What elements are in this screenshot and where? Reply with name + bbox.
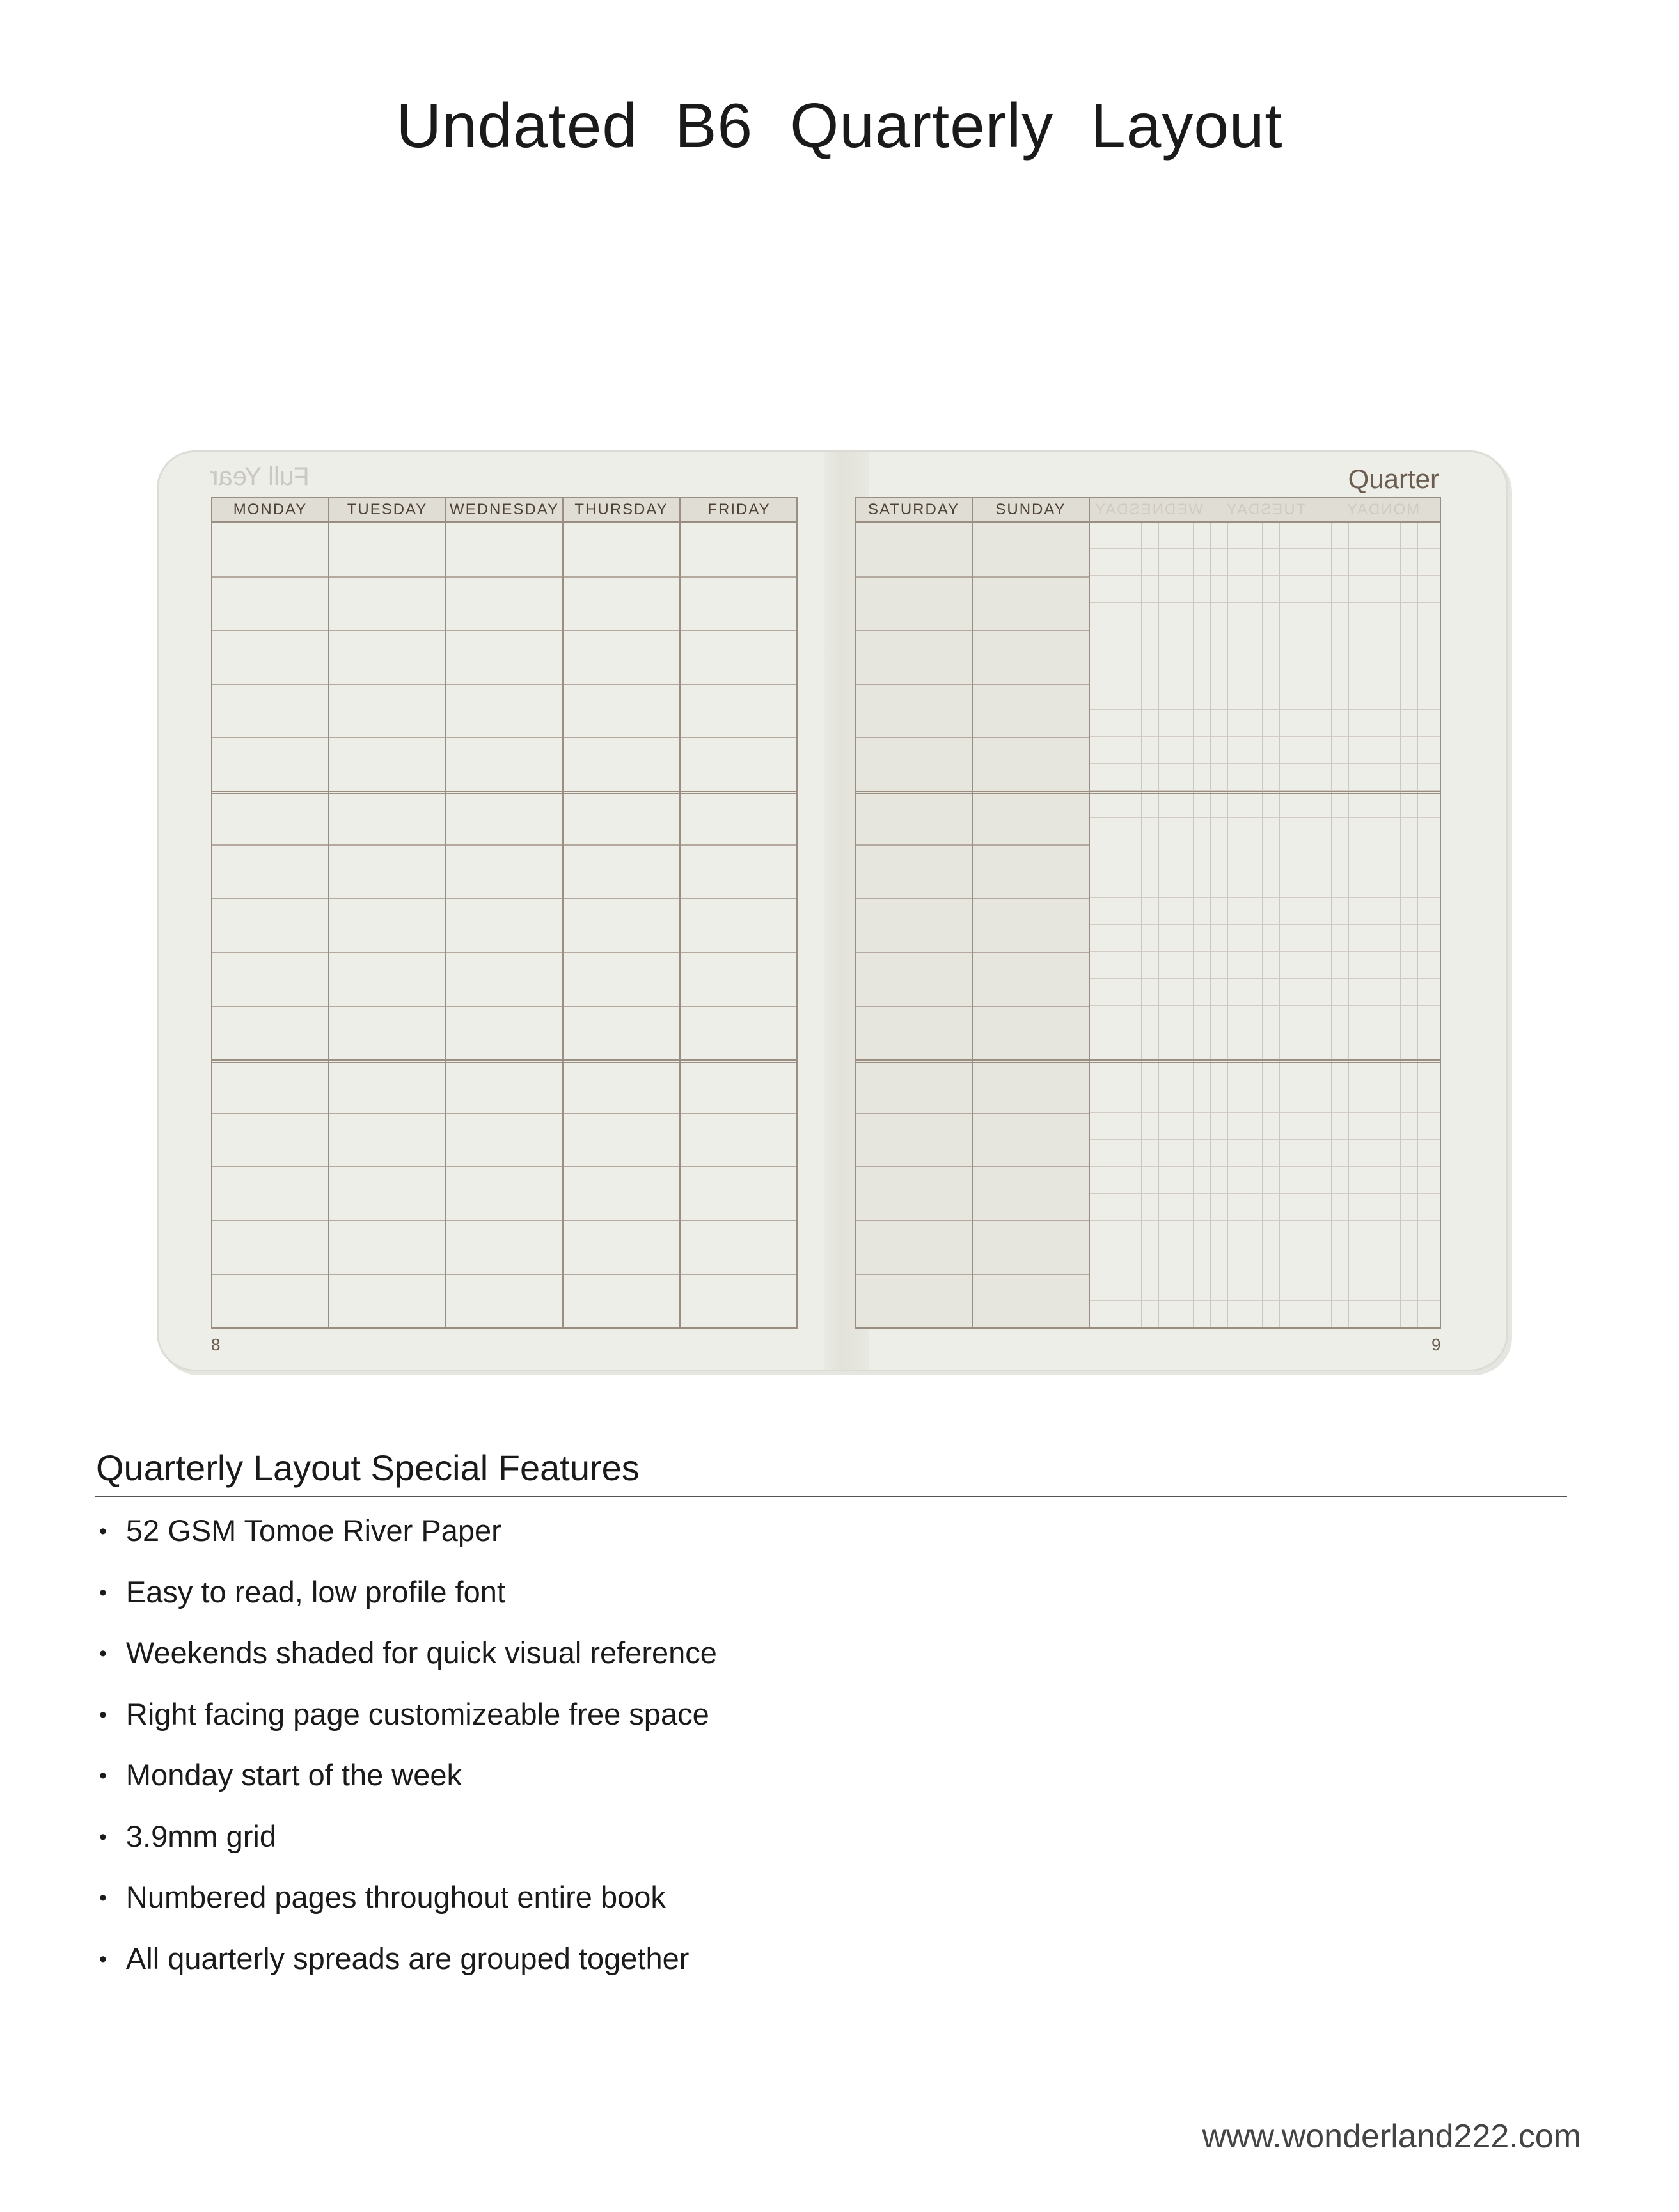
right-page-grid — [855, 497, 1441, 1329]
feature-item: • Monday start of the week — [99, 1757, 717, 1819]
day-header-sunday: SUNDAY — [973, 498, 1090, 521]
website-url: www.wonderland222.com — [1202, 2118, 1581, 2155]
day-header-saturday: SATURDAY — [856, 498, 973, 521]
feature-item: • 52 GSM Tomoe River Paper — [99, 1513, 717, 1574]
grid-column-line — [212, 523, 681, 1327]
features-heading: Quarterly Layout Special Features — [96, 1448, 640, 1488]
features-list — [99, 1513, 717, 2002]
quarter-title: Quarter — [1348, 464, 1439, 494]
weekend-header — [856, 498, 1440, 523]
feature-item: • 3.9mm grid — [99, 1819, 717, 1880]
day-header-wednesday: WEDNESDAY — [446, 498, 564, 521]
page-number-left: 8 — [211, 1335, 221, 1354]
feature-item: • Numbered pages throughout entire book — [99, 1879, 717, 1941]
left-page-grid — [211, 497, 798, 1329]
free-space-grid — [1090, 523, 1440, 1327]
feature-item: • Easy to read, low profile font — [99, 1574, 717, 1636]
grid-column-line — [856, 523, 1090, 1327]
ghost-text-full-year: Full Year — [210, 462, 310, 491]
day-header-friday: FRIDAY — [707, 501, 771, 518]
notebook-spread — [157, 450, 1508, 1371]
day-header-tuesday: TUESDAY — [329, 498, 446, 521]
feature-item: • Right facing page customizeable free space — [99, 1696, 717, 1758]
ghost-day-wednesday: WEDNESDAY — [1094, 501, 1203, 518]
weekday-header — [212, 498, 796, 523]
feature-item: • Weekends shaded for quick visual reference — [99, 1635, 717, 1696]
ghost-day-monday: MONDAY — [1345, 501, 1420, 518]
feature-item: • All quarterly spreads are grouped together — [99, 1941, 717, 2002]
features-divider — [95, 1496, 1567, 1497]
page-number-right: 9 — [1431, 1335, 1441, 1354]
day-header-thursday: THURSDAY — [564, 498, 681, 521]
day-header-monday: MONDAY — [212, 498, 329, 521]
ghost-day-tuesday: TUESDAY — [1225, 501, 1306, 518]
page-title: Undated B6 Quarterly Layout — [396, 90, 1283, 161]
